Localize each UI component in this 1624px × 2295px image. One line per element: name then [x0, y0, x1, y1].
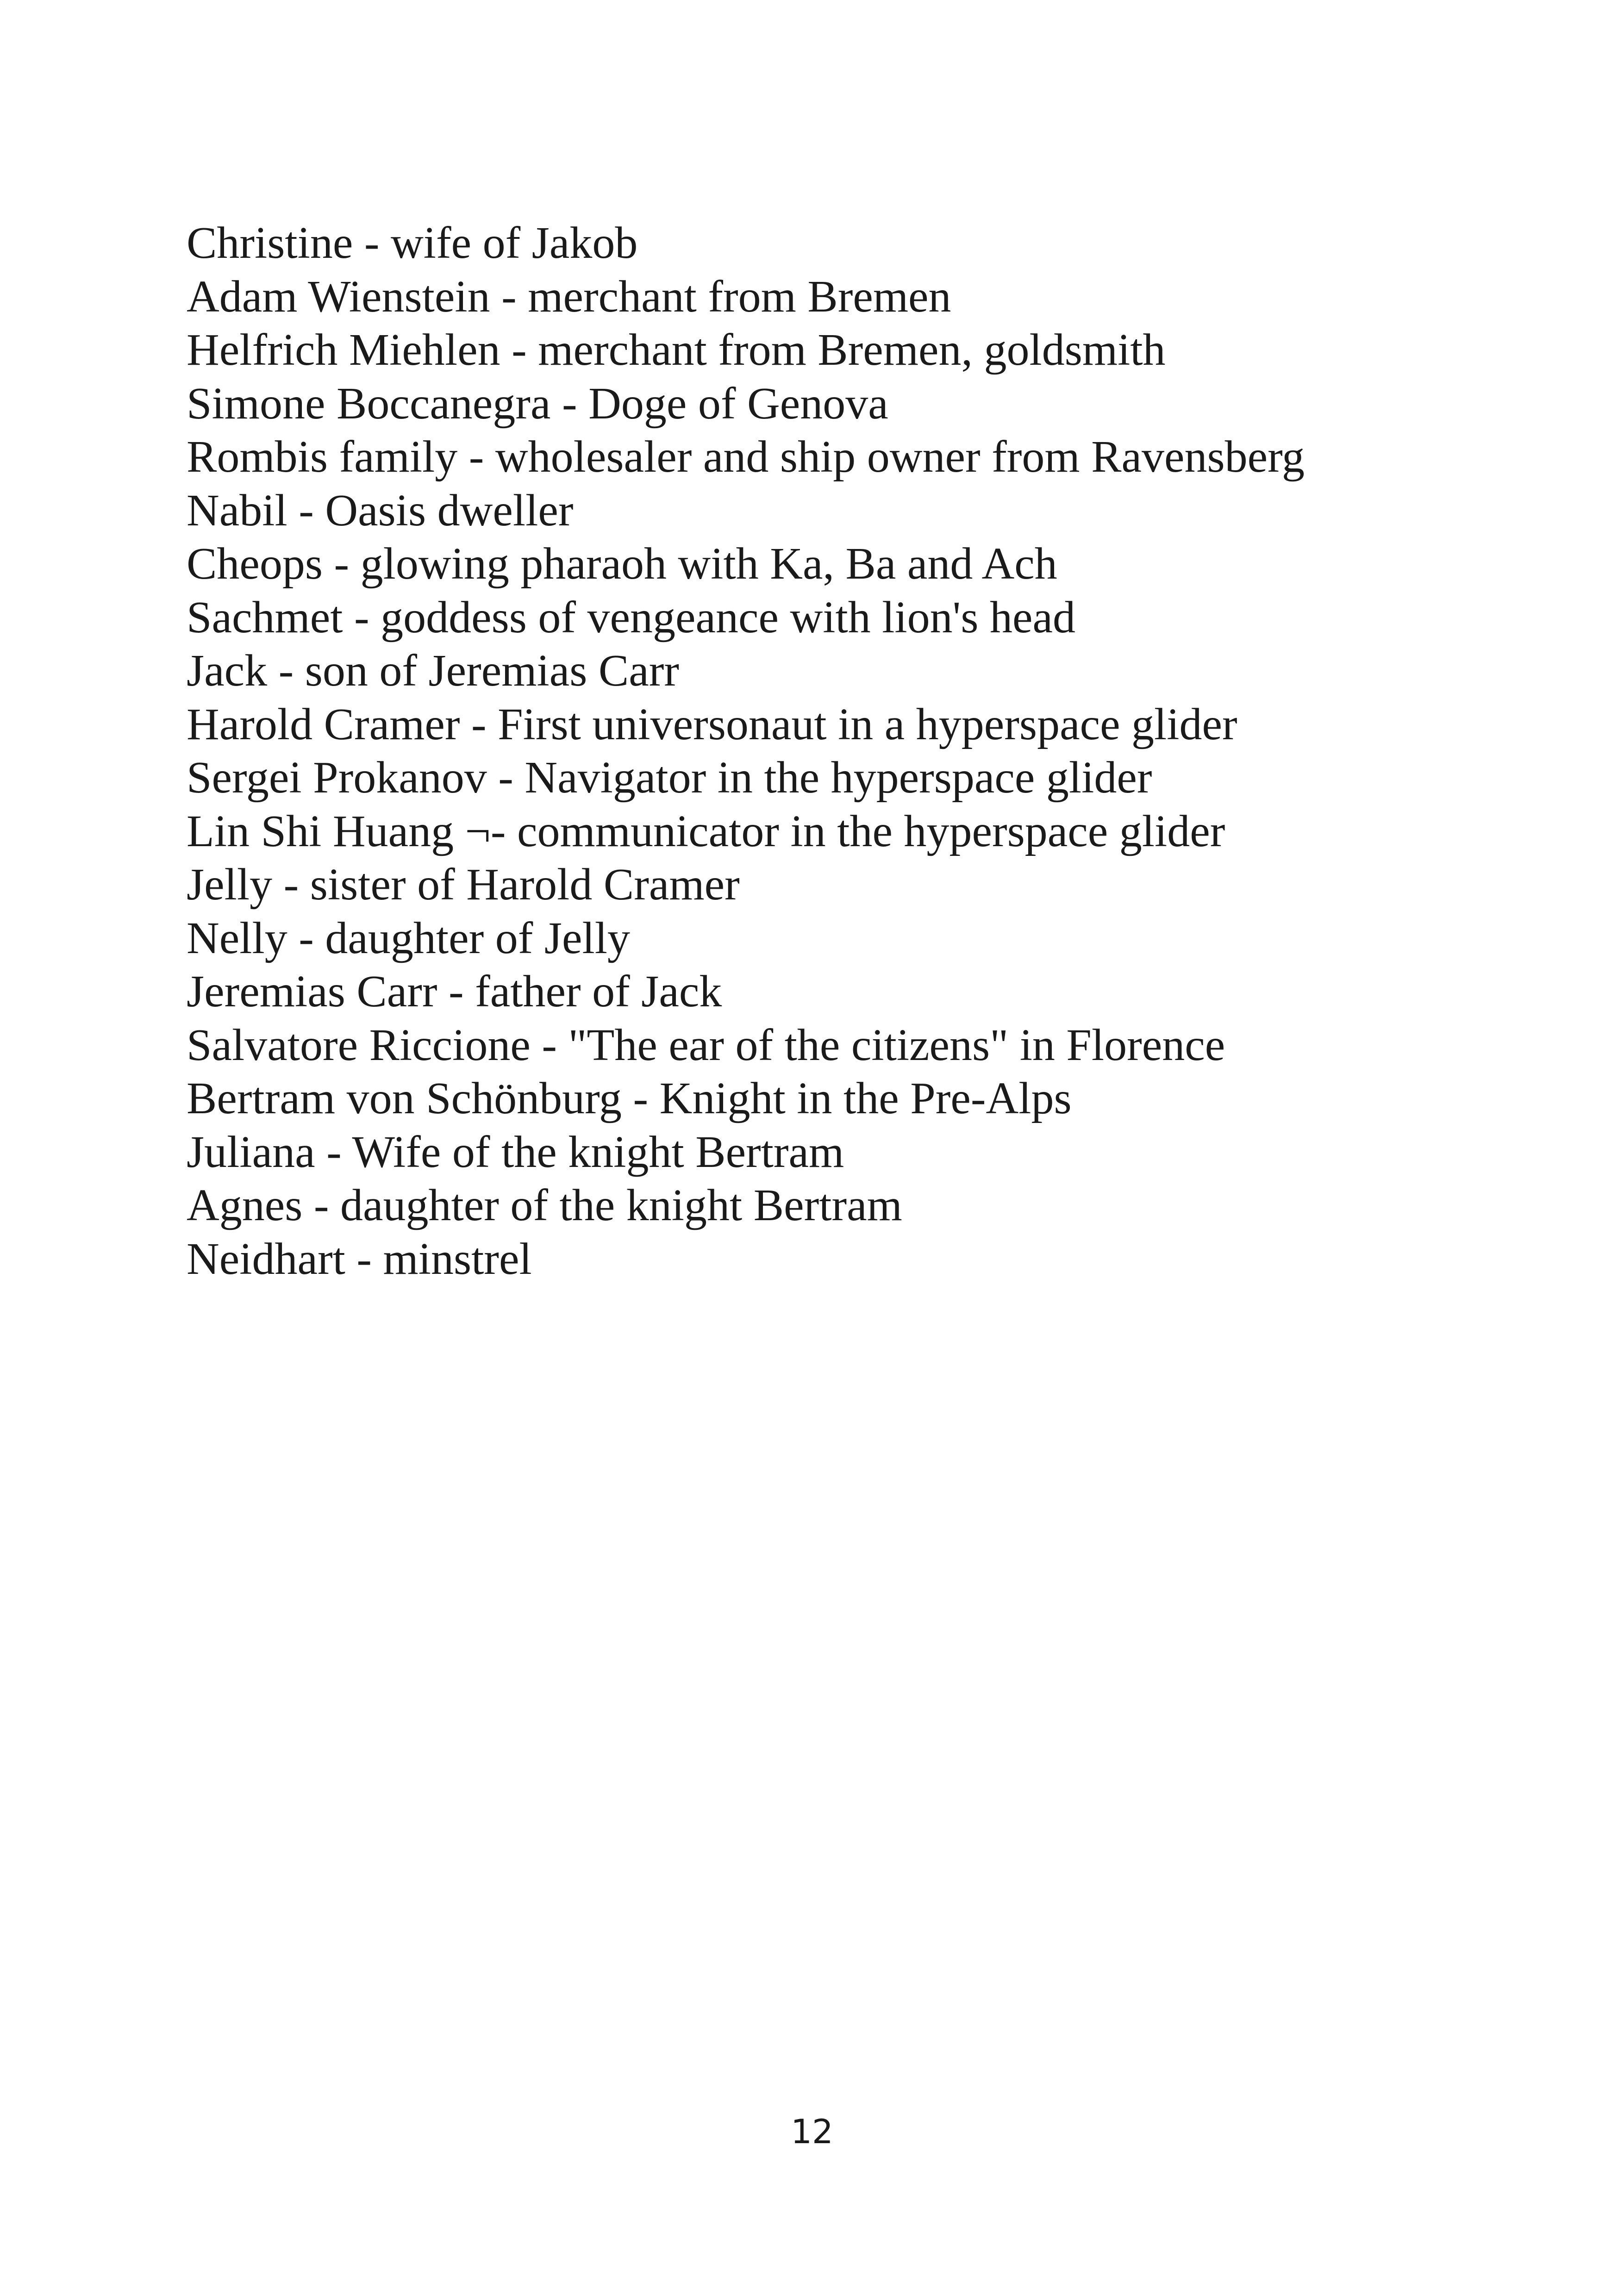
character-entry: Sachmet - goddess of vengeance with lion's head	[187, 592, 1075, 642]
character-entry: Bertram von Schönburg - Knight in the Pre-Alps	[187, 1073, 1072, 1123]
character-entry: Cheops - glowing pharaoh with Ka, Ba and Ach	[187, 539, 1057, 589]
character-entry: Agnes - daughter of the knight Bertram	[187, 1180, 902, 1230]
character-entry: Jack - son of Jeremias Carr	[187, 646, 680, 696]
character-entry: Nelly - daughter of Jelly	[187, 913, 630, 963]
character-entry: Helfrich Miehlen - merchant from Bremen, goldsmith	[187, 325, 1166, 375]
character-entry: Neidhart - minstrel	[187, 1234, 532, 1284]
character-entry: Lin Shi Huang ¬- communicator in the hyperspace glider	[187, 806, 1225, 856]
character-entry: Simone Boccanegra - Doge of Genova	[187, 378, 888, 429]
character-entry: Christine - wife of Jakob	[187, 218, 638, 268]
character-list	[187, 217, 1305, 1286]
character-entry: Juliana - Wife of the knight Bertram	[187, 1127, 844, 1177]
character-entry: Sergei Prokanov - Navigator in the hyperspace glider	[187, 753, 1152, 803]
character-entry: Jeremias Carr - father of Jack	[187, 967, 722, 1017]
character-entry: Adam Wienstein - merchant from Bremen	[187, 271, 951, 322]
page-number: 12	[791, 2112, 833, 2151]
character-entry: Nabil - Oasis dweller	[187, 485, 574, 536]
character-entry: Salvatore Riccione - "The ear of the citizens" in Florence	[187, 1020, 1225, 1070]
character-entry: Rombis family - wholesaler and ship owner from Ravensberg	[187, 432, 1305, 482]
character-entry: Harold Cramer - First universonaut in a hyperspace glider	[187, 699, 1237, 749]
character-entry: Jelly - sister of Harold Cramer	[187, 860, 740, 910]
